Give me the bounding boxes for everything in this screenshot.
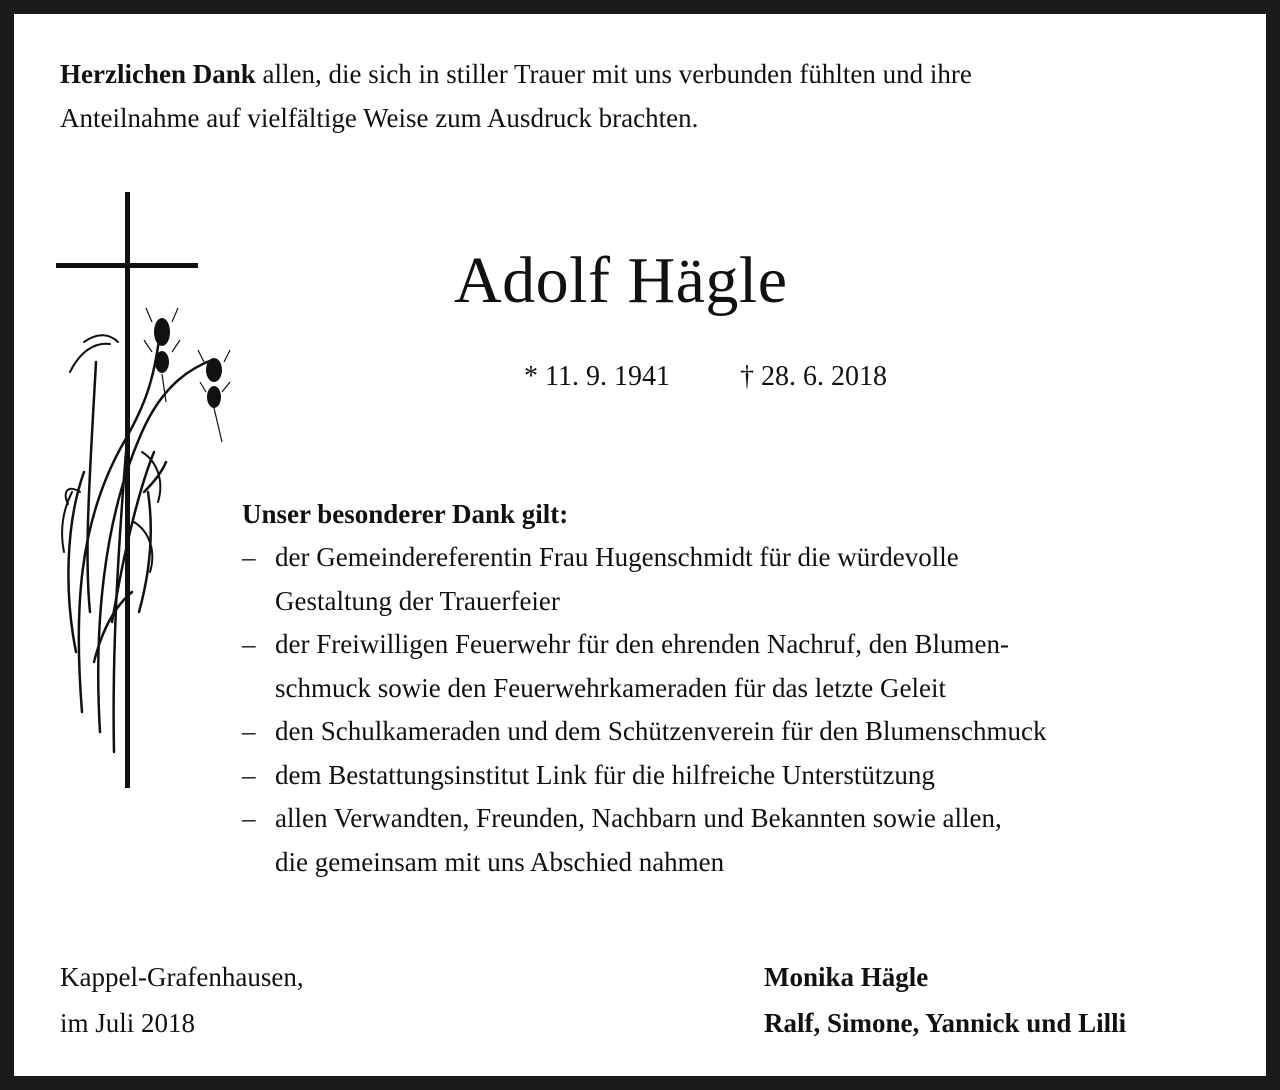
list-item bbox=[242, 797, 1242, 884]
list-item-line1: der Freiwilligen Feuerwehr für den ehrenden Nachruf, den Blumen- bbox=[275, 629, 1009, 659]
list-item-line1: allen Verwandten, Freunden, Nachbarn und Bekannten sowie allen, bbox=[275, 803, 1002, 833]
birth-date: * 11. 9. 1941 bbox=[524, 361, 670, 392]
place-and-date bbox=[60, 954, 304, 1046]
list-item-line1: der Gemeindereferentin Frau Hugenschmidt für die würdevolle bbox=[275, 542, 959, 572]
list-item-line2: Gestaltung der Trauerfeier bbox=[275, 585, 560, 616]
list-item bbox=[242, 536, 1242, 623]
list-item bbox=[242, 623, 1242, 710]
signers bbox=[764, 954, 1126, 1046]
cross-with-wheat-icon bbox=[54, 192, 234, 792]
signer-primary: Monika Hägle bbox=[764, 962, 929, 992]
intro-line2: Anteilnahme auf vielfältige Weise zum Ausdruck brachten. bbox=[60, 103, 699, 133]
place: Kappel-Grafenhausen, bbox=[60, 962, 304, 992]
thanks-heading: Unser besonderer Dank gilt: bbox=[242, 499, 569, 529]
thanks-list bbox=[242, 536, 1242, 884]
list-item-line2: schmuck sowie den Feuerwehrkameraden für das letzte Geleit bbox=[275, 672, 946, 703]
intro-text bbox=[60, 52, 1240, 140]
list-item bbox=[242, 754, 1242, 798]
list-item-line1: dem Bestattungsinstitut Link für die hilfreiche Unterstützung bbox=[275, 759, 935, 790]
list-item-line1: den Schulkameraden und dem Schützenverein für den Blumenschmuck bbox=[275, 716, 1047, 746]
intro-rest-line1: allen, die sich in stiller Trauer mit uns verbunden fühlten und ihre bbox=[255, 59, 972, 89]
life-dates bbox=[524, 357, 887, 397]
list-item bbox=[242, 710, 1242, 754]
deceased-name: Adolf Hägle bbox=[454, 244, 788, 317]
list-item-line2: die gemeinsam mit uns Abschied nahmen bbox=[275, 846, 725, 877]
intro-bold: Herzlichen Dank bbox=[60, 59, 256, 89]
obituary-card bbox=[14, 14, 1266, 1076]
signer-family: Ralf, Simone, Yannick und Lilli bbox=[764, 1008, 1127, 1038]
date: im Juli 2018 bbox=[60, 1008, 196, 1038]
death-date: † 28. 6. 2018 bbox=[739, 361, 887, 392]
